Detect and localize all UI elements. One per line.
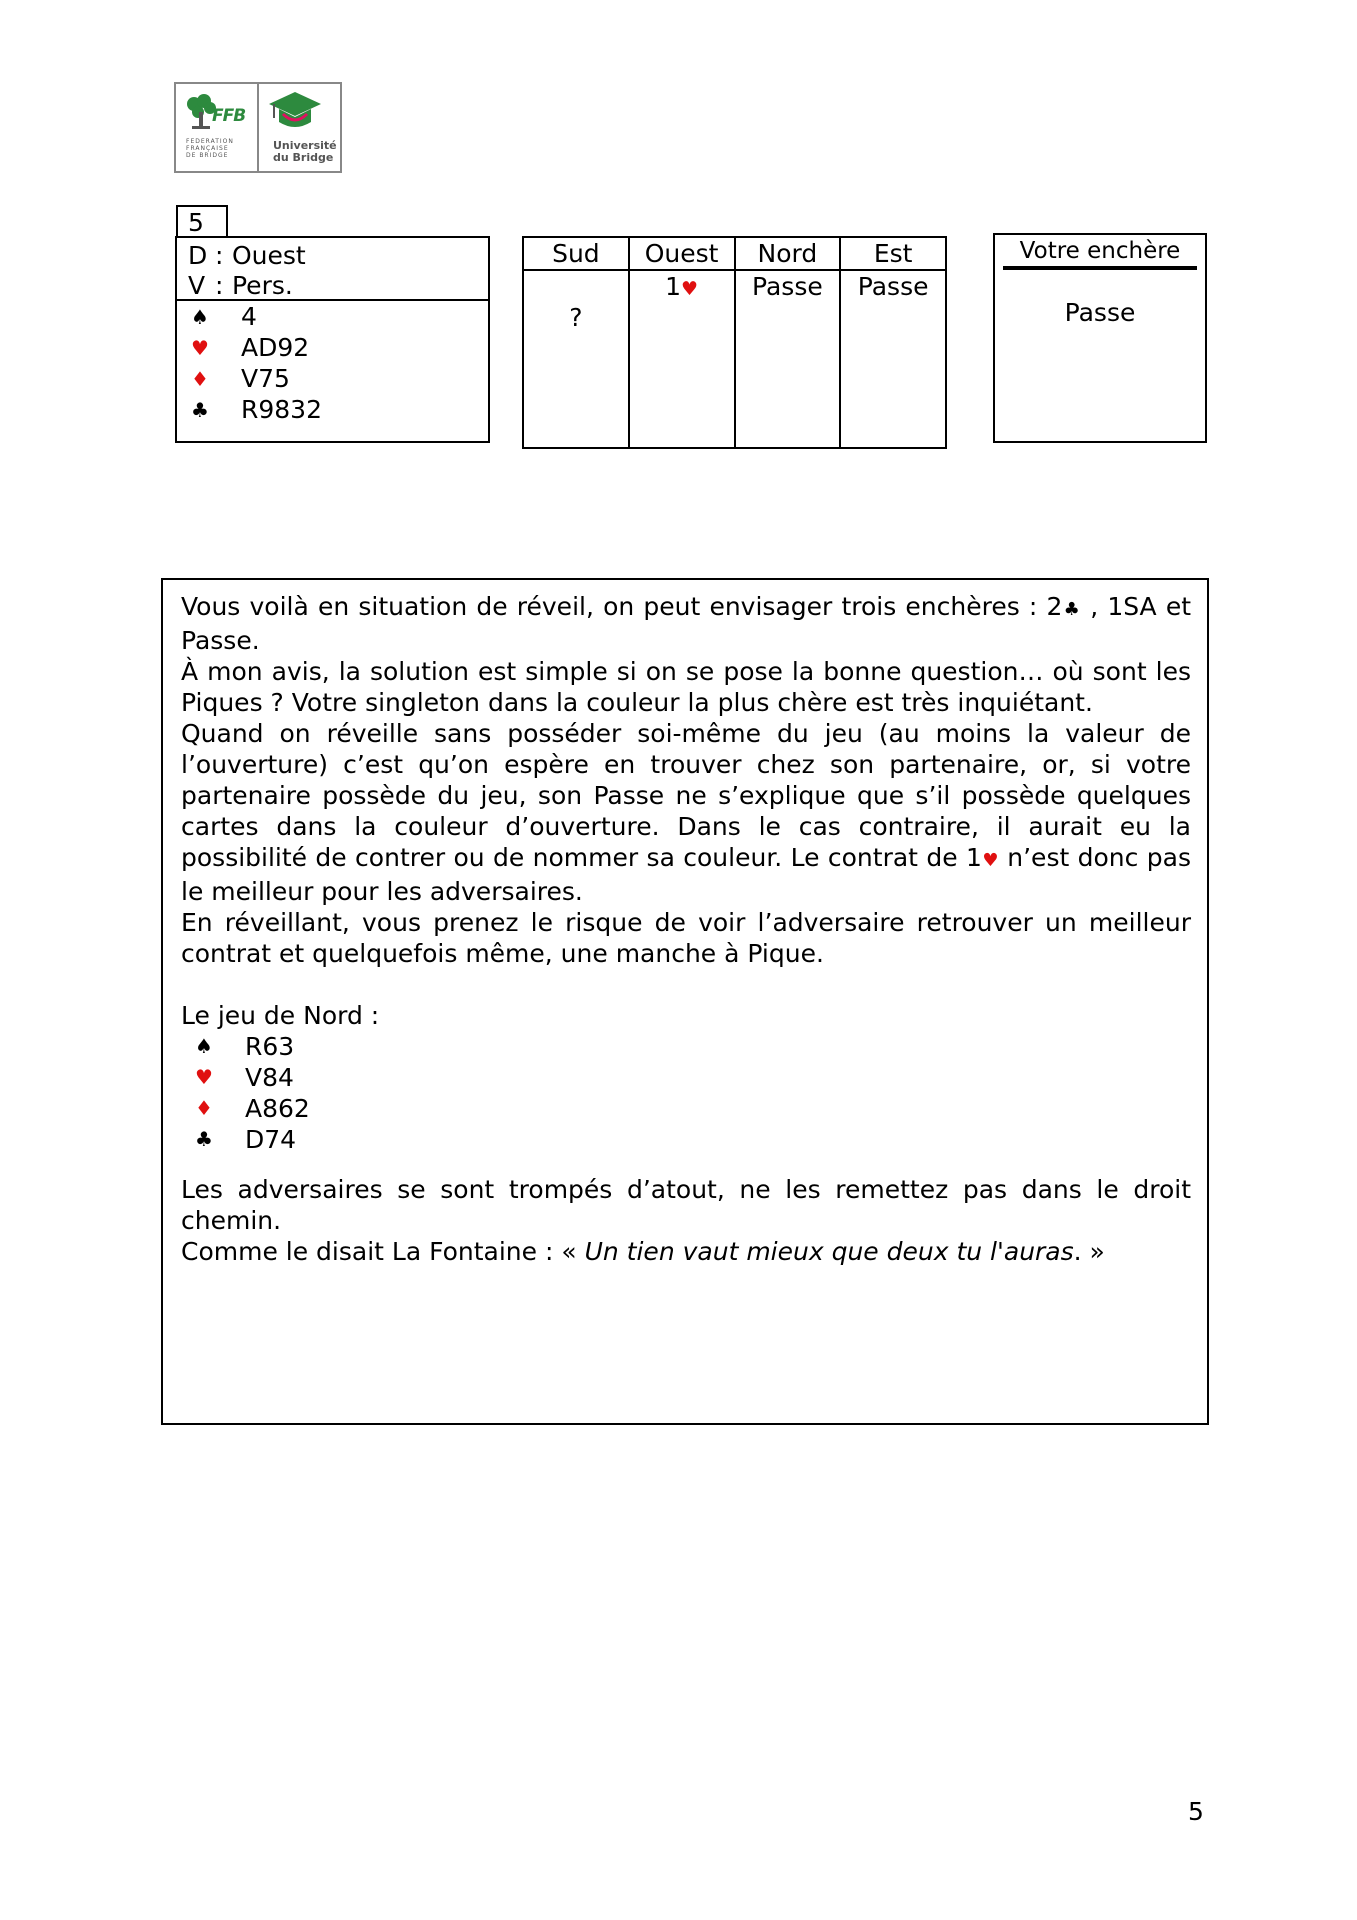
heart-icon: ♥ bbox=[191, 335, 209, 360]
ffb-subtitle: FEDERATION FRANÇAISE DE BRIDGE bbox=[186, 138, 234, 159]
p1-text-before: Vous voilà en situation de réveil, on peut envisager trois enchères : 2 bbox=[181, 592, 1063, 621]
ffb-text: FFB bbox=[212, 106, 246, 126]
nord-spades bbox=[181, 1031, 1191, 1062]
diamond-icon: ♦ bbox=[195, 1096, 213, 1120]
spade-icon: ♠ bbox=[195, 1034, 213, 1058]
graduation-cap-icon bbox=[267, 90, 323, 134]
universite-logo bbox=[257, 84, 340, 171]
p6-text-before: Comme le disait La Fontaine : « bbox=[181, 1237, 585, 1266]
p1-text-after: , 1SA et Passe. bbox=[181, 592, 1192, 655]
p3-text-after: n’est donc pas le meilleur pour les adversaires. bbox=[181, 843, 1191, 906]
vulnerability-row bbox=[188, 271, 488, 301]
nord-hearts bbox=[181, 1062, 1191, 1093]
nord-spade-cards: R63 bbox=[245, 1032, 295, 1061]
nord-heart-cards: V84 bbox=[245, 1063, 294, 1092]
bid-cell-nord-1: Passe bbox=[752, 272, 823, 301]
commentary-paragraph-3 bbox=[181, 718, 1191, 907]
ffb-logo bbox=[176, 84, 257, 171]
diamond-icon: ♦ bbox=[191, 366, 209, 391]
nord-diamonds bbox=[181, 1093, 1191, 1124]
commentary-paragraph-1 bbox=[181, 591, 1191, 656]
diamond-cards: V75 bbox=[241, 364, 290, 393]
logo-ffb-universite bbox=[174, 82, 342, 173]
heart-icon: ♥ bbox=[981, 850, 999, 871]
commentary-box bbox=[161, 578, 1209, 1425]
nord-diamond-cards: A862 bbox=[245, 1094, 310, 1123]
bid-cell-sud-2: ? bbox=[569, 303, 583, 332]
vulnerability-key: V bbox=[188, 271, 206, 300]
hand-suits bbox=[177, 301, 488, 425]
heart-cards: AD92 bbox=[241, 333, 310, 362]
commentary-paragraph-4: En réveillant, vous prenez le risque de voir l’adversaire retrouver un meilleur contrat et quelquefois même, une manche à Pique. bbox=[181, 908, 1191, 968]
heart-icon: ♥ bbox=[195, 1065, 213, 1089]
votre-enchere-title: Votre enchère bbox=[1003, 235, 1197, 270]
universite-text: Université du Bridge bbox=[273, 139, 337, 164]
la-fontaine-quote: Un tien vaut mieux que deux tu l'auras bbox=[584, 1237, 1074, 1266]
vulnerability-value: Pers. bbox=[232, 271, 293, 300]
bid-column-sud bbox=[524, 238, 628, 447]
spade-cards: 4 bbox=[241, 302, 257, 331]
club-cards: R9832 bbox=[241, 395, 322, 424]
dealer-value: Ouest bbox=[232, 241, 306, 270]
spade-icon: ♠ bbox=[191, 304, 209, 329]
p6-text-after: . » bbox=[1073, 1237, 1105, 1266]
dealer-key: D bbox=[188, 241, 208, 270]
bid-column-nord bbox=[734, 238, 840, 447]
hand-hearts bbox=[177, 332, 488, 363]
nord-hand-title: Le jeu de Nord : bbox=[181, 1001, 380, 1030]
bid-column-est bbox=[839, 238, 945, 447]
dealer-row bbox=[188, 241, 488, 271]
commentary-paragraph-2: À mon avis, la solution est simple si on se pose la bonne question… où sont les Piques ? Votre singleton dans la couleur la plus chère est très inquiétant. bbox=[181, 657, 1191, 717]
bid-column-ouest bbox=[628, 238, 734, 447]
bid-cell-est-1: Passe bbox=[857, 272, 929, 301]
bid-header-nord: Nord bbox=[736, 238, 840, 271]
dealer-separator: : bbox=[215, 241, 224, 270]
heart-icon: ♥ bbox=[681, 278, 699, 300]
bid-header-sud: Sud bbox=[524, 238, 628, 271]
page-number: 5 bbox=[1188, 1797, 1204, 1826]
bidding-table bbox=[522, 236, 947, 449]
bid-level: 1 bbox=[665, 272, 682, 301]
commentary-paragraph-5: Les adversaires se sont trompés d’atout, ne les remettez pas dans le droit chemin. bbox=[181, 1175, 1191, 1235]
bid-header-est: Est bbox=[841, 238, 945, 271]
dealer-vulnerability bbox=[177, 238, 488, 301]
vulnerability-separator: : bbox=[215, 271, 224, 300]
hand-spades bbox=[177, 301, 488, 332]
commentary-paragraph-6 bbox=[181, 1236, 1191, 1267]
club-icon: ♣ bbox=[195, 1127, 213, 1151]
hand-clubs bbox=[177, 394, 488, 425]
nord-clubs bbox=[181, 1124, 1191, 1155]
nord-club-cards: D74 bbox=[245, 1125, 297, 1154]
club-icon: ♣ bbox=[1062, 599, 1082, 620]
hand-box bbox=[175, 236, 490, 443]
bid-cell-sud-1 bbox=[524, 271, 628, 302]
board-number: 5 bbox=[176, 205, 228, 238]
bid-cell-ouest-1 bbox=[630, 271, 734, 305]
votre-enchere-answer: Passe bbox=[1064, 298, 1136, 327]
bid-header-ouest: Ouest bbox=[630, 238, 734, 271]
club-icon: ♣ bbox=[191, 397, 209, 422]
votre-enchere-box bbox=[993, 233, 1207, 443]
p3-text-before: Quand on réveille sans posséder soi-même du jeu (au moins la valeur de l’ouverture) c’est qu’on espère en trouver chez son partenaire, or, si votre partenaire possède du jeu, son Passe ne s’explique que s’il possède quelques cartes dans la couleur d’ouverture. Dans le cas contraire, il aurait eu la possibilité de contrer ou de nommer sa couleur. Le contrat de 1 bbox=[181, 719, 1191, 872]
hand-diamonds bbox=[177, 363, 488, 394]
